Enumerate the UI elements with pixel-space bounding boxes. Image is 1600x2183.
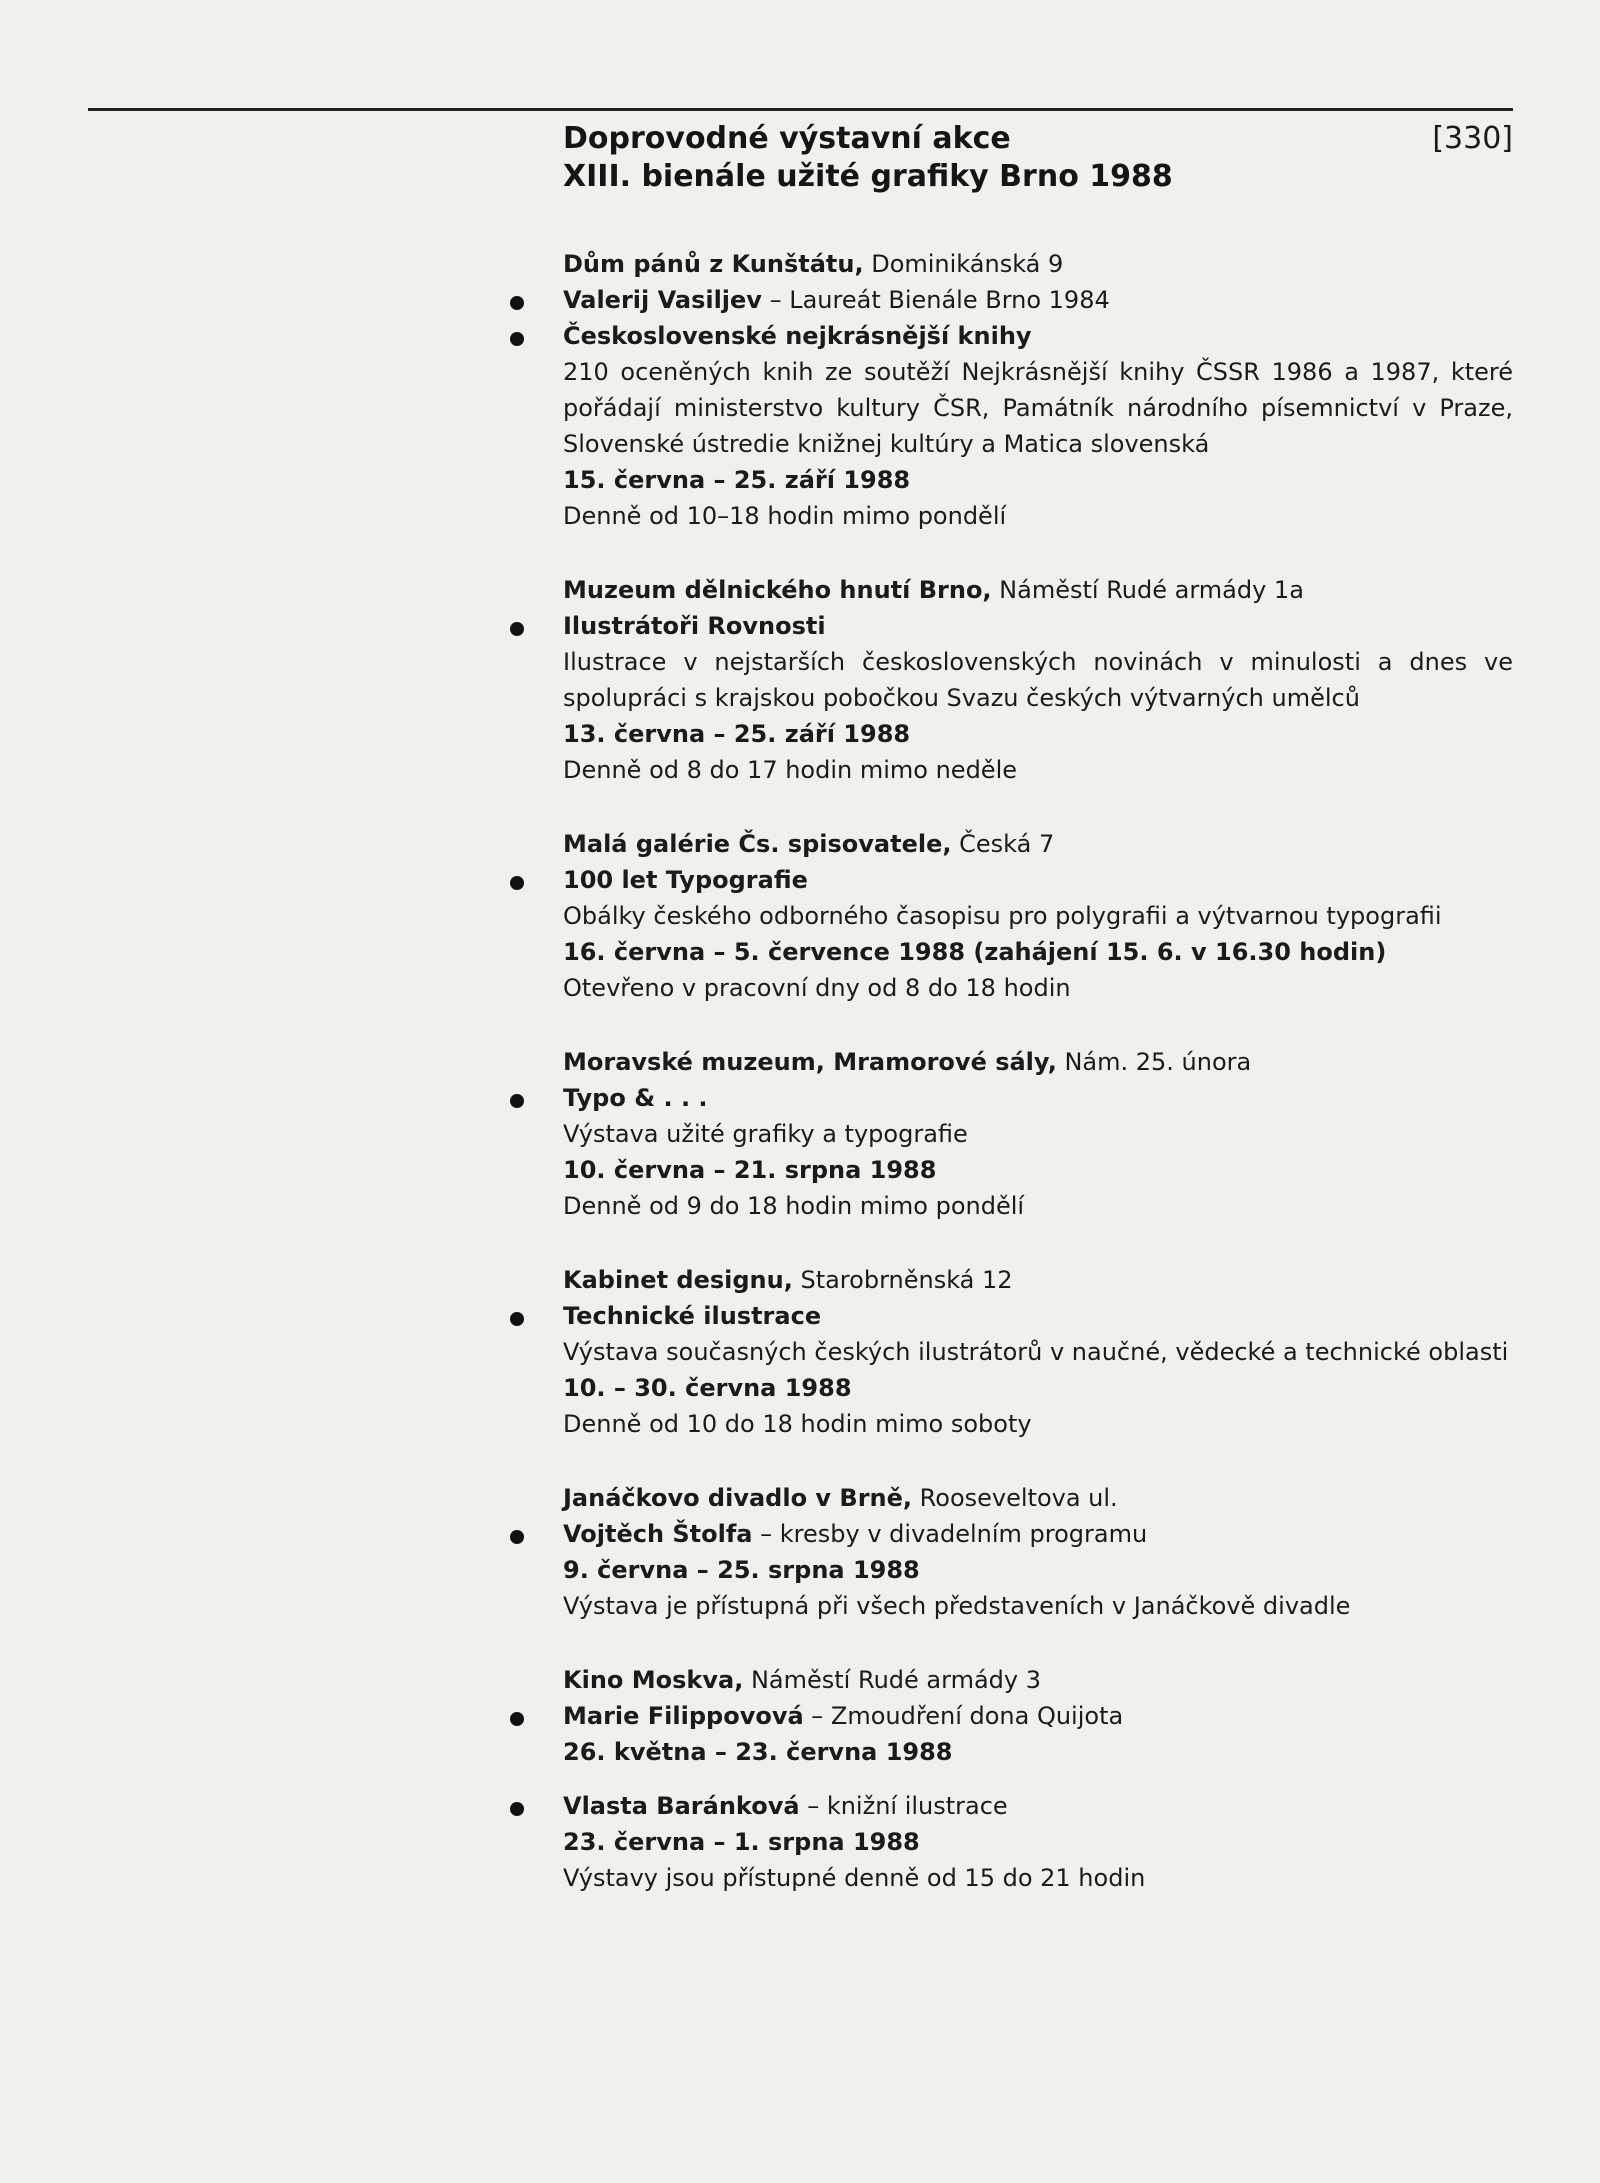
exhibit-title: Typo & . . . <box>563 1084 708 1112</box>
exhibition-list <box>563 246 1513 1934</box>
venue-address: Nám. 25. února <box>1056 1048 1252 1076</box>
exhibit <box>563 862 1513 1006</box>
exhibit-heading <box>563 1516 1513 1552</box>
exhibit-description: Výstava současných českých ilustrátorů v naučné, vědecké a technické oblasti <box>563 1338 1509 1366</box>
exhibit-title: 100 let Typografie <box>563 866 808 894</box>
venue-name: Janáčkovo divadlo v Brně, <box>563 1484 913 1512</box>
venue <box>563 572 1513 788</box>
venue <box>563 1044 1513 1224</box>
exhibit-title: Československé nejkrásnější knihy <box>563 322 1032 350</box>
exhibit-subtitle: – Zmoudření dona Quijota <box>803 1702 1124 1730</box>
exhibit <box>563 608 1513 788</box>
venue-address: Starobrněnská 12 <box>792 1266 1013 1294</box>
exhibit-subtitle: – kresby v divadelním programu <box>752 1520 1148 1548</box>
venue-address: Náměstí Rudé armády 1a <box>991 576 1304 604</box>
venue-address: Dominikánská 9 <box>863 250 1064 278</box>
exhibit-title: Marie Filippovová <box>563 1702 804 1730</box>
venue-line <box>563 1044 1513 1080</box>
venue-line <box>563 826 1513 862</box>
venue-line <box>563 1662 1513 1698</box>
exhibit-hours: Denně od 9 do 18 hodin mimo pondělí <box>563 1192 1025 1220</box>
page-header <box>563 120 1513 196</box>
exhibit-hours: Denně od 10 do 18 hodin mimo soboty <box>563 1410 1032 1438</box>
exhibit <box>563 1080 1513 1224</box>
exhibit-description: Ilustrace v nejstarších československých novinách v minulosti a dnes ve spolupráci s krajskou pobočkou Svazu českých výtvarných umělců <box>563 648 1513 712</box>
exhibit-subtitle: – knižní ilustrace <box>799 1792 1008 1820</box>
exhibit-hours: Výstava je přístupná při všech představeních v Janáčkově divadle <box>563 1592 1351 1620</box>
exhibit-dates: 26. května – 23. června 1988 <box>563 1738 953 1766</box>
venue <box>563 1480 1513 1624</box>
venue-line <box>563 1262 1513 1298</box>
bullet-icon <box>510 622 524 636</box>
exhibit-dates: 15. června – 25. září 1988 <box>563 466 911 494</box>
bullet-icon <box>510 876 524 890</box>
exhibit <box>563 1298 1513 1442</box>
exhibit-heading <box>563 1788 1513 1824</box>
bullet-icon <box>510 1094 524 1108</box>
venue <box>563 826 1513 1006</box>
exhibit-title: Vojtěch Štolfa <box>563 1520 753 1548</box>
exhibit <box>563 1788 1513 1896</box>
exhibit-dates: 13. června – 25. září 1988 <box>563 720 911 748</box>
exhibit-description: 210 oceněných knih ze soutěží Nejkrásnější knihy ČSSR 1986 a 1987, které pořádají ministerstvo kultury ČSR, Památník národního písemnictví v Praze, Slovenské ústredie knižnej kultúry a Matica slovenská <box>563 358 1513 458</box>
venue <box>563 246 1513 534</box>
venue <box>563 1662 1513 1896</box>
bullet-icon <box>510 1530 524 1544</box>
bullet-icon <box>510 332 524 346</box>
exhibit-hours: Výstavy jsou přístupné denně od 15 do 21 hodin <box>563 1864 1146 1892</box>
exhibit-hours: Denně od 10–18 hodin mimo pondělí <box>563 502 1007 530</box>
exhibit-dates: 23. června – 1. srpna 1988 <box>563 1828 920 1856</box>
venue-address: Náměstí Rudé armády 3 <box>743 1666 1041 1694</box>
exhibit-heading <box>563 282 1513 318</box>
bullet-icon <box>510 296 524 310</box>
bullet-icon <box>510 1312 524 1326</box>
venue-name: Kino Moskva, <box>563 1666 744 1694</box>
venue-name: Kabinet designu, <box>563 1266 793 1294</box>
exhibit-subtitle: – Laureát Bienále Brno 1984 <box>761 286 1110 314</box>
exhibit <box>563 1516 1513 1624</box>
exhibit-title: Technické ilustrace <box>563 1302 822 1330</box>
page-number: [330] <box>1432 121 1513 156</box>
exhibit-dates: 10. – 30. června 1988 <box>563 1374 852 1402</box>
bullet-icon <box>510 1802 524 1816</box>
exhibit <box>563 318 1513 534</box>
exhibit <box>563 282 1513 318</box>
exhibit-hours: Denně od 8 do 17 hodin mimo neděle <box>563 756 1018 784</box>
venue-address: Česká 7 <box>951 830 1055 858</box>
exhibit-title: Vlasta Baránková <box>563 1792 800 1820</box>
header-rule <box>88 108 1513 111</box>
venue-name: Muzeum dělnického hnutí Brno, <box>563 576 992 604</box>
exhibit-dates: 9. června – 25. srpna 1988 <box>563 1556 920 1584</box>
venue-name: Dům pánů z Kunštátu, <box>563 250 864 278</box>
exhibit-description: Obálky českého odborného časopisu pro polygrafii a výtvarnou typografii <box>563 902 1442 930</box>
exhibit-description: Výstava užité grafiky a typografie <box>563 1120 968 1148</box>
bullet-icon <box>510 1712 524 1726</box>
exhibit <box>563 1698 1513 1770</box>
venue-line <box>563 572 1513 608</box>
venue-line <box>563 246 1513 282</box>
exhibit-dates: 10. června – 21. srpna 1988 <box>563 1156 937 1184</box>
venue-name: Malá galérie Čs. spisovatele, <box>563 830 952 858</box>
header-subtitle: XIII. bienále užité grafiky Brno 1988 <box>563 159 1173 194</box>
venue-address: Rooseveltova ul. <box>912 1484 1118 1512</box>
venue <box>563 1262 1513 1442</box>
exhibit-heading <box>563 1698 1513 1734</box>
exhibit-hours: Otevřeno v pracovní dny od 8 do 18 hodin <box>563 974 1071 1002</box>
exhibit-dates: 16. června – 5. července 1988 (zahájení 15. 6. v 16.30 hodin) <box>563 938 1387 966</box>
exhibit-title: Ilustrátoři Rovnosti <box>563 612 826 640</box>
exhibit-title: Valerij Vasiljev <box>563 286 762 314</box>
venue-name: Moravské muzeum, Mramorové sály, <box>563 1048 1057 1076</box>
header-title: Doprovodné výstavní akce <box>563 121 1011 156</box>
venue-line <box>563 1480 1513 1516</box>
